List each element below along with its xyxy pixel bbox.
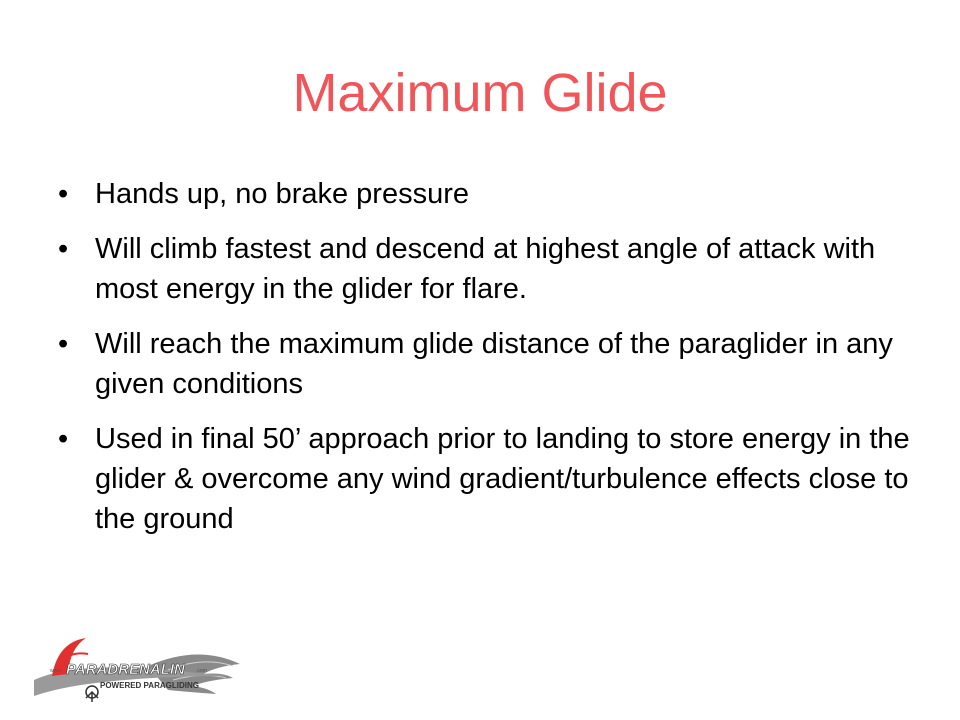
bullet-text: Used in final 50’ approach prior to landing to store energy in the glider & overcome any wind gradient/turbulence effects close to the ground <box>95 423 910 535</box>
slide-title: Maximum Glide <box>292 63 668 123</box>
logo-name: PARADRENALIN <box>66 661 185 678</box>
bullet-item <box>58 324 928 404</box>
bullet-item <box>58 419 928 539</box>
bullet-list <box>58 174 928 554</box>
bullet-marker: • <box>58 233 69 265</box>
logo-prefix: www. <box>50 668 62 674</box>
logo-tagline: POWERED PARAGLIDING <box>100 681 199 690</box>
wing-logo-icon <box>28 636 243 708</box>
bullet-item <box>58 229 928 309</box>
bullet-marker: • <box>58 178 69 210</box>
bullet-item <box>58 174 928 214</box>
paradrenalin-logo <box>28 636 243 708</box>
bullet-marker: • <box>58 328 69 360</box>
bullet-text: Will reach the maximum glide distance of the paraglider in any given conditions <box>95 328 893 400</box>
bullet-text: Will climb fastest and descend at highest angle of attack with most energy in the glider for flare. <box>95 233 876 305</box>
bullet-marker: • <box>58 423 69 455</box>
logo-suffix: .com <box>196 668 207 674</box>
bullet-text: Hands up, no brake pressure <box>95 178 469 210</box>
